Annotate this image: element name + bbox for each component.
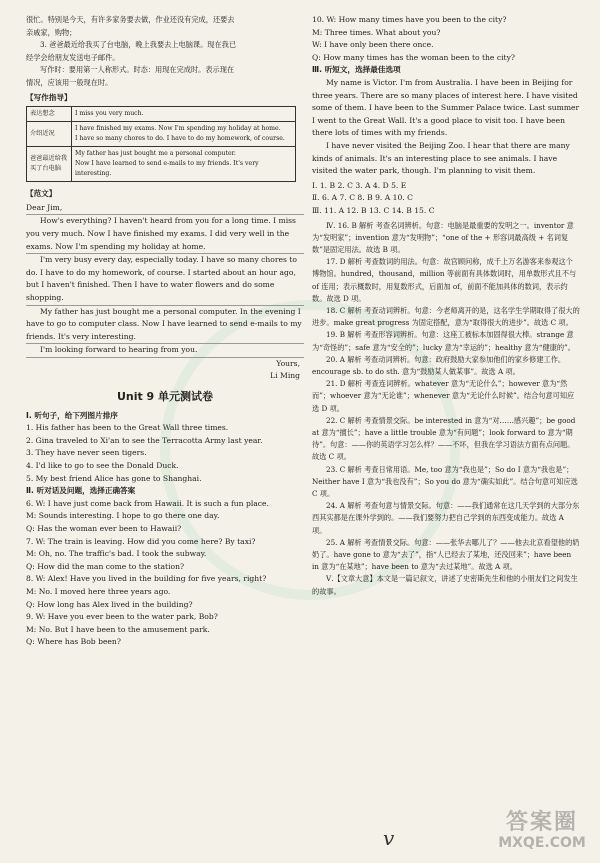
list-item: M: No. But I have been to the amusement park. (26, 624, 210, 634)
explanation-item: 17. D 解析 考查数词的用法。句意：故宫顾问称，成千上万名游客来参观这个博物馆。hundred，thousand，million 等前面有具体数词时，用单数形式且不与 of 连用；表示概数时，用复数形式，后面加 of，前面不能加具体的数词，表示约数。故选 D 项。 (312, 257, 577, 303)
table-row (27, 107, 296, 122)
guide-value-line: I have so many chores to do. I have to do my homework, of course. (75, 135, 285, 143)
intro-line: 经学会给朋友发送电子邮件。 (26, 52, 120, 62)
guide-value-line: I have finished my exams. Now I'm spending my holiday at home. (75, 125, 281, 133)
section-heading: Ⅲ. 听短文，选择最佳选项 (312, 65, 401, 75)
guide-heading: 【写作指导】 (26, 92, 72, 102)
answer-key (312, 180, 580, 218)
left-column (26, 14, 304, 649)
guide-value: I miss you very much. (72, 107, 296, 122)
unit-title: Unit 9 单元测试卷 (116, 390, 214, 404)
table-row (27, 122, 296, 147)
explanations (312, 220, 580, 598)
guide-key: 介绍近况 (27, 122, 72, 147)
explanation-item: 25. A 解析 考查情景交际。句意：——张华去哪儿了？——他去北京看望他的奶奶了。have gone to 意为“去了”，指“人已经去了某地，还没回来”；have been in 意为“在某地”；have been to 意为“去过某地”。故选 A 项。 (312, 537, 580, 572)
guide-value (72, 122, 296, 147)
section-heading: Ⅱ. 听对话及问题，选择正确答案 (26, 486, 136, 496)
site-watermark (492, 811, 592, 857)
list-item: 6. W: I have just come back from Hawaii. It is such a fun place. (26, 498, 269, 508)
watermark-en: MXQE.COM (498, 835, 586, 851)
signature-yours: Yours, (276, 358, 300, 368)
explanation-item: 18. C 解析 考查动词辨析。句意：今老师离开的是，这名学生学期取得了很大的进步。make great progress 为固定搭配，意为“取得很大的进步”。故选 C 项。 (312, 305, 580, 328)
sample-heading: 【范文】 (26, 189, 57, 199)
writing-guide-table (26, 106, 296, 182)
answer-line: Ⅲ. 11. A 12. B 13. C 14. B 15. C (312, 205, 435, 215)
letter-greeting: Dear Jim, (26, 202, 304, 216)
sample-letter (26, 202, 304, 358)
intro-line: 情况，应该用一般现在时。 (26, 77, 113, 87)
explanation-item: 23. C 解析 考查日常用语。Me, too 意为“我也是”；So do I 意为“我也是”；Neither have I 意为“我也没有”；So you do 意为“确实如此”。结合句意可知应选 C 项。 (312, 464, 578, 498)
list-item: Q: How did the man come to the station? (26, 561, 185, 571)
section-2-items (26, 498, 304, 649)
watermark-cn: 答案圈 (505, 810, 578, 835)
list-item: 3. They have never seen tigers. (26, 448, 147, 458)
answer-line: Ⅱ. 6. A 7. C 8. B 9. A 10. C (312, 193, 413, 203)
passage-paragraph: I have never visited the Beijing Zoo. I hear that there are many kinds of animals. It's an interesting place to see animals. I have visited the water park, though. I'm planning to visit them. (312, 140, 570, 176)
list-item: 2. Gina traveled to Xi'an to see the Terracotta Army last year. (26, 435, 263, 445)
right-column (312, 14, 580, 598)
list-item: Q: How many times has the woman been to the city? (312, 52, 515, 62)
intro-line: 很忙。特别是今天，有许多家务要去做，作业还没有完成，还要去 (26, 15, 235, 24)
list-item: W: I have only been there once. (312, 40, 434, 50)
list-item: Q: Has the woman ever been to Hawaii? (26, 524, 182, 533)
list-item: 7. W: The train is leaving. How did you come here? By taxi? (26, 536, 256, 546)
list-item: 9. W: Have you ever been to the water park, Bob? (26, 612, 218, 622)
explanation-item: 22. C 解析 考查情景交际。be interested in 意为“对……感兴趣”；be good at 意为“擅长”；have a little trouble 意为“有问题”；look forward to 意为“期待”。句意：——你的英语学习怎么样？——不坏，但我在学习语法方面有点问题。故选 C 项。 (312, 415, 576, 462)
dialogue-10 (312, 14, 580, 64)
list-item: 8. W: Alex! Have you lived in the building for five years, right? (26, 574, 267, 584)
guide-value (72, 147, 296, 182)
explanation-item: 20. A 解析 考查动词辨析。句意：政府鼓励大家参加他们的家乡修建工作。encourage sb. to do sth. 意为“鼓励某人做某事”。故选 A 项。 (312, 354, 566, 376)
guide-key: 爸爸最近给我买了台电脑 (27, 147, 72, 182)
intro-text (26, 14, 304, 90)
list-item: M: Oh, no. The traffic's bad. I took the subway. (26, 549, 207, 559)
answer-line: Ⅰ. 1. B 2. C 3. A 4. D 5. E (312, 180, 407, 190)
letter-paragraph: My father has just bought me a personal computer. In the evening I have to go to computer class. Now I have learned to send e-mails to my friends. It's very interesting. (26, 306, 304, 345)
explanation-item: Ⅳ. 16. B 解析 考查名词辨析。句意：电脑是最重要的发明之一。inventor 意为“发明家”；invention 意为“发明物”；“one of the + 形容词最高级 + 名词复数”是固定用法。故选 B 项。 (312, 220, 574, 254)
list-item: M: Three times. What about you? (312, 27, 441, 37)
signature-name: Li Ming (270, 371, 300, 381)
list-item: 5. My best friend Alice has gone to Shanghai. (26, 473, 202, 483)
page-number: v (383, 826, 395, 850)
explanation-item: 24. A 解析 考查句意与情景交际。句意：——我们通常在这几天学到的大部分东西其实都是在课外学到的。——我们要努力把自己学到的东西变成能力。故选 A 项。 (312, 501, 580, 535)
list-item: 1. His father has been to the Great Wall three times. (26, 423, 229, 433)
section-1-items (26, 422, 304, 485)
list-item: M: No. I moved here three years ago. (26, 586, 171, 596)
list-item: 4. I'd like to go to see the Donald Duck. (26, 461, 179, 471)
list-item: Q: How long has Alex lived in the building? (26, 599, 193, 609)
explanation-item: Ⅴ.【文章大意】本文是一篇记叙文，讲述了史密斯先生和他的小朋友们之间发生的故事。 (312, 574, 578, 596)
letter-paragraph: How's everything? I haven't heard from you for a long time. I miss you very much. Now I have finished my exams. I did very well in the exams. Now I'm spending my holiday at home. (26, 215, 304, 254)
guide-value-line: My father has just bought me a personal computer. (75, 150, 236, 158)
table-row (27, 147, 296, 182)
explanation-item: 21. D 解析 考查连词辨析。whatever 意为“无论什么”；however 意为“然而”；whoever 意为“无论谁”；whenever 意为“无论什么时候”。结合句意可知应选 D 项。 (312, 379, 575, 413)
passage-paragraph: My name is Victor. I'm from Australia. I have been in Beijing for three years. There are so many places of interest here. I have visited some of them. I have been to the Summer Palace twice. Last summer I went to the Great Wall. It's a good place to visit too. I have been there lots of times with my friends. (312, 77, 580, 138)
section-heading: Ⅰ. 听句子，给下列图片排序 (26, 410, 118, 420)
list-item: Q: Where has Bob been? (26, 637, 121, 647)
letter-paragraph: I'm very busy every day, especially today. I have so many chores to do. I have to do my homework, of course. I started about an hour ago, but I haven't finished. Then I have to water flowers and do some shopping. (26, 254, 304, 305)
explanation-item: 19. B 解析 考查形容词辨析。句意：这座工被标本加固得很大棒。strange 意为“奇怪的”；safe 意为“安全的”；lucky 意为“幸运的”；healthy 意为“健康的”。 (312, 330, 575, 352)
intro-line: 3. 爸爸最近给我买了台电脑，晚上我要去上电脑课。现在我已 (40, 40, 237, 50)
guide-value-line: Now I have learned to send e-mails to my friends. It's very interesting. (75, 160, 259, 178)
intro-line: 亲戚家，购物； (26, 27, 77, 37)
guide-key: 表达想念 (27, 107, 72, 122)
list-item: 10. W: How many times have you been to the city? (312, 15, 507, 24)
list-item: M: Sounds interesting. I hope to go there one day. (26, 511, 220, 521)
letter-closing: I'm looking forward to hearing from you. (26, 344, 304, 358)
intro-line: 写作时：要用第一人称形式。时态：用现在完成时。表示现在 (40, 65, 235, 75)
